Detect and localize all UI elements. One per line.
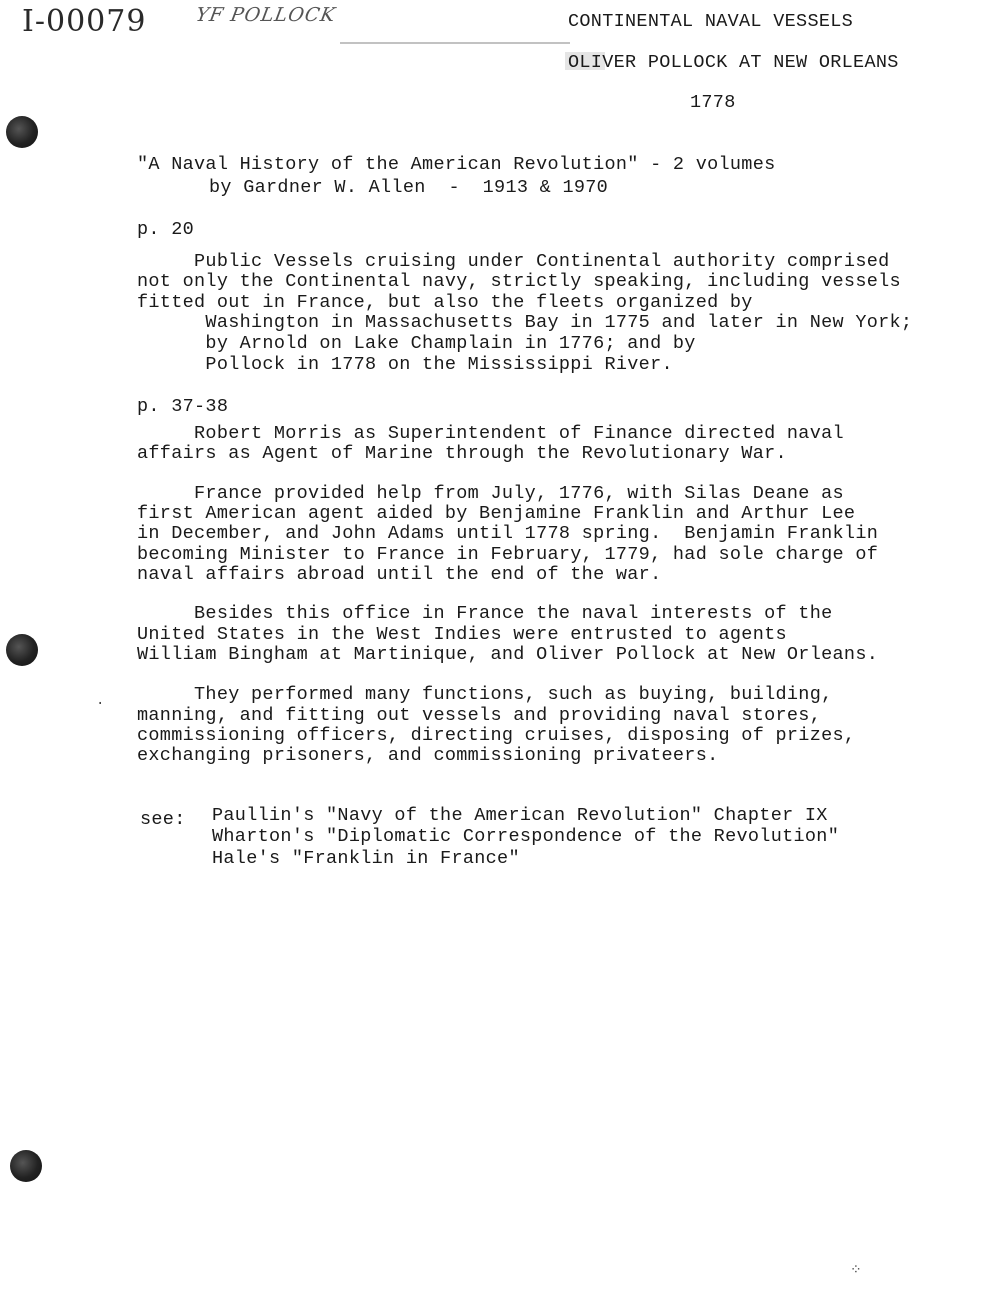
header-line-2: OLIVER POLLOCK AT NEW ORLEANS [568,52,899,73]
punch-hole-top [6,116,38,148]
paragraph-line: Washington in Massachusetts Bay in 1775 and later in New York; [137,312,913,333]
paragraph-line: becoming Minister to France in February, 1779, had sole charge of [137,544,879,565]
see-also-label: see: [140,809,186,830]
paragraph-line: France provided help from July, 1776, with Silas Deane as [137,483,844,504]
scan-speck: · [96,696,105,712]
see-also-item: Hale's "Franklin in France" [212,848,520,869]
header-line-1: CONTINENTAL NAVAL VESSELS [568,11,854,32]
see-also-item: Wharton's "Diplomatic Correspondence of the Revolution" [212,826,840,847]
paragraph-line: commissioning officers, directing cruises, disposing of prizes, [137,725,856,746]
scan-smudge [340,42,570,44]
punch-hole-middle [6,634,38,666]
punch-hole-bottom [10,1150,42,1182]
paragraph-line: Pollock in 1778 on the Mississippi River. [137,354,673,375]
paragraph-line: exchanging prisoners, and commissioning privateers. [137,745,719,766]
paragraph-line: naval affairs abroad until the end of the war. [137,564,662,585]
paragraph-line: United States in the West Indies were entrusted to agents [137,624,787,645]
citation-title: "A Naval History of the American Revolution" - 2 volumes [137,154,776,175]
paragraph-line: Besides this office in France the naval interests of the [137,603,833,624]
header-year: 1778 [690,92,736,113]
paragraph-line: by Arnold on Lake Champlain in 1776; and by [137,333,696,354]
paragraph-line: not only the Continental navy, strictly speaking, including vessels [137,271,901,292]
paragraph-line: affairs as Agent of Marine through the Revolutionary War. [137,443,787,464]
page-ref: p. 20 [137,219,195,240]
paragraph-line: Public Vessels cruising under Continental authority comprised [137,251,890,272]
paragraph-line: William Bingham at Martinique, and Oliver Pollock at New Orleans. [137,644,879,665]
handwritten-document-id: I-00079 [22,4,147,39]
citation-author: by Gardner W. Allen - 1913 & 1970 [209,177,609,198]
see-also-item: Paullin's "Navy of the American Revolution" Chapter IX [212,805,828,826]
paragraph-line: manning, and fitting out vessels and providing naval stores, [137,705,822,726]
paragraph-line: in December, and John Adams until 1778 spring. Benjamin Franklin [137,523,879,544]
scan-speck: ⁘ [850,1263,862,1279]
paragraph-line: first American agent aided by Benjamine Franklin and Arthur Lee [137,503,856,524]
page-ref: p. 37-38 [137,396,229,417]
paragraph-line: fitted out in France, but also the fleets organized by [137,292,753,313]
paragraph-line: They performed many functions, such as buying, building, [137,684,833,705]
paragraph-line: Robert Morris as Superintendent of Finance directed naval [137,423,844,444]
handwritten-note: YF POLLOCK [194,4,338,26]
